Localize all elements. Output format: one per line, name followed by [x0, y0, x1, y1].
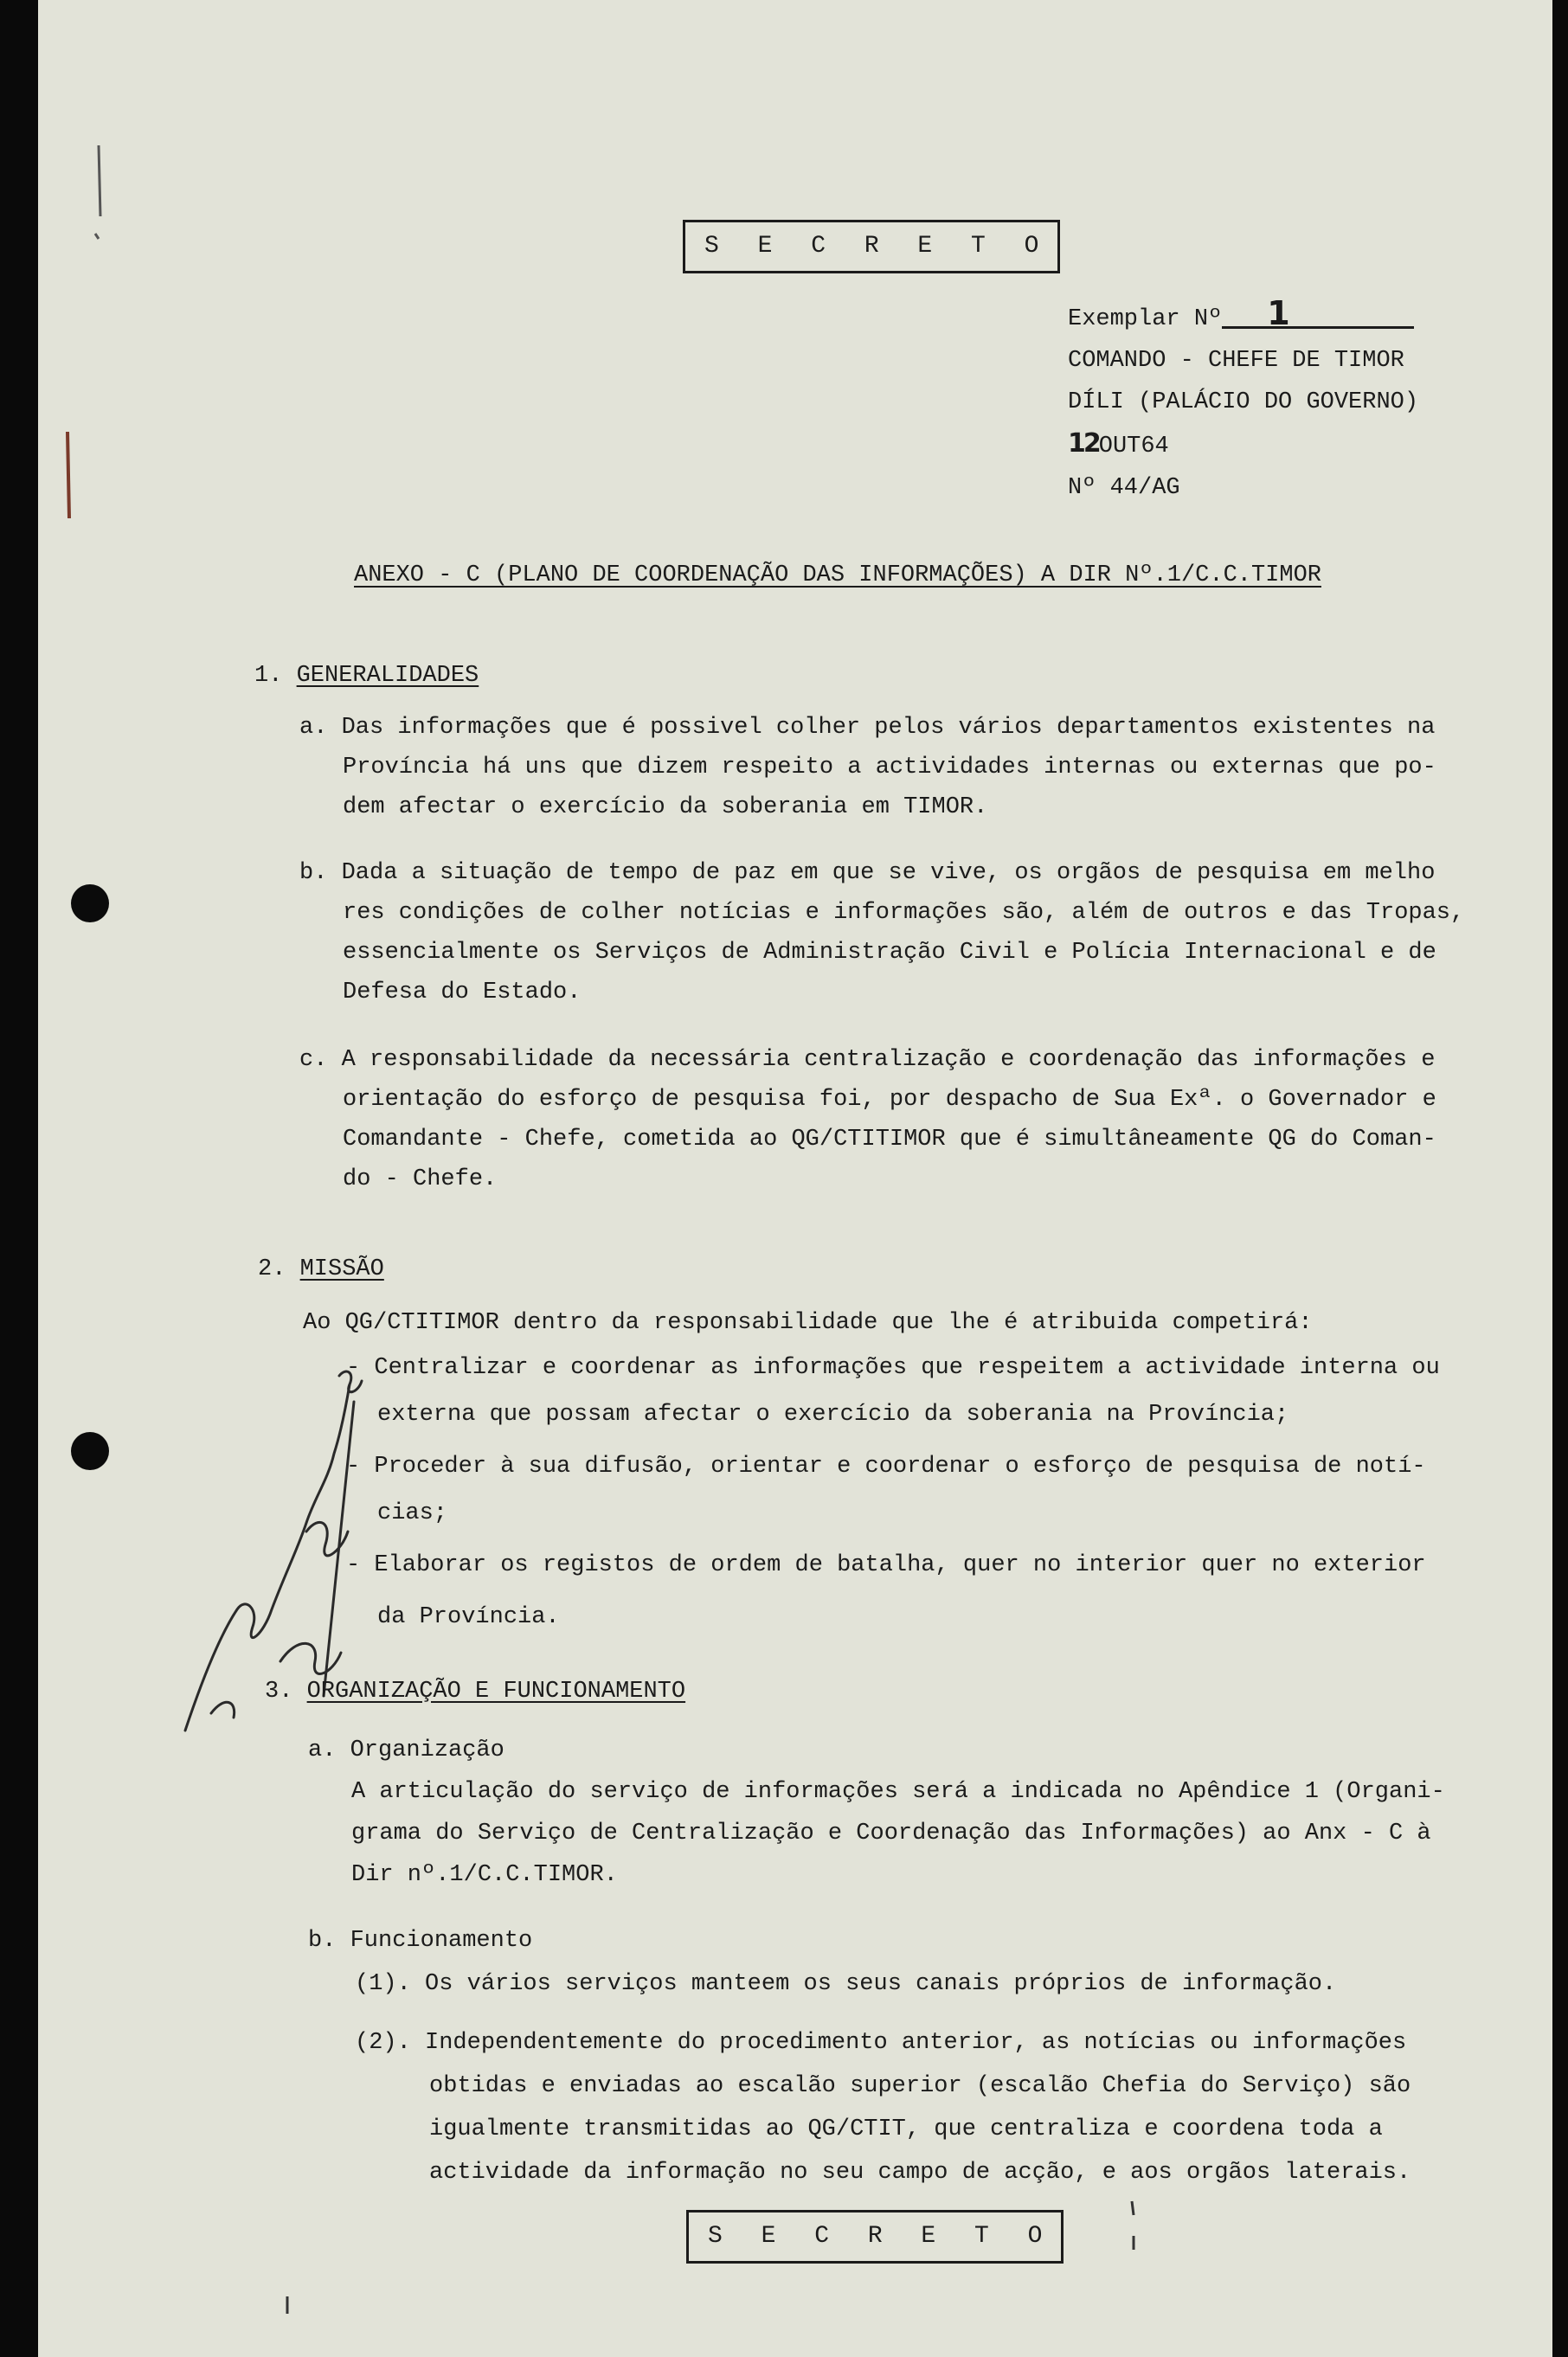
section3-b-item: (2). Independentemente do procedimento anterior, as notícias ou informações — [355, 2030, 1407, 2056]
section1-item-c-line: Comandante - Chefe, cometida ao QG/CTITIMOR que é simultâneamente QG do Coman- — [343, 1127, 1436, 1153]
section2-bullet-line: cias; — [377, 1500, 448, 1526]
copy-number: 1 — [1222, 300, 1414, 329]
classification-label: S E C R E T O — [704, 233, 1051, 260]
margin-mark-bottom — [1125, 2198, 1142, 2258]
date-day: 12 — [1068, 428, 1099, 459]
date-line — [1068, 423, 1418, 467]
secret-stamp-top — [683, 220, 1060, 273]
location-line: DÍLI (PALÁCIO DO GOVERNO) — [1068, 389, 1419, 415]
section3-b-item-line: igualmente transmitidas ao QG/CTIT, que centraliza e coordena toda a — [429, 2116, 1383, 2142]
section3-a-label: a. Organização — [308, 1737, 504, 1763]
section1-item-b-line: res condições de colher notícias e informações são, além de outros e das Tropas, — [343, 900, 1465, 926]
section1-item-c-line: do - Chefe. — [343, 1166, 498, 1192]
section2-bullet-line: externa que possam afectar o exercício da soberania na Província; — [377, 1402, 1289, 1428]
document-page — [38, 0, 1552, 2357]
date-rest: OUT64 — [1098, 434, 1169, 459]
section2-intro: Ao QG/CTITIMOR dentro da responsabilidade que lhe é atribuida competirá: — [303, 1310, 1313, 1336]
section1-item-a: a. Das informações que é possivel colher pelos vários departamentos existentes na — [299, 715, 1436, 741]
section2-bullet: - Elaborar os registos de ordem de batalha, quer no interior quer no exterior — [346, 1552, 1426, 1578]
header-block — [1068, 294, 1419, 509]
section3-b-item-line: actividade da informação no seu campo de acção, e aos orgãos laterais. — [429, 2160, 1411, 2186]
section2-heading-text: MISSÃO — [299, 1256, 384, 1282]
section1-item-b-line: Defesa do Estado. — [343, 979, 582, 1005]
section3-heading: 3. ORGANIZAÇÃO E FUNCIONAMENTO — [265, 1679, 686, 1705]
section3-a-line: A articulação do serviço de informações será a indicada no Apêndice 1 (Organi- — [351, 1779, 1445, 1805]
reference-line: Nº 44/AG — [1068, 475, 1180, 501]
section1-item-b: b. Dada a situação de tempo de paz em que se vive, os orgãos de pesquisa em melho — [299, 860, 1436, 886]
section3-b-label: b. Funcionamento — [308, 1928, 533, 1954]
section1-heading-text: GENERALIDADES — [296, 663, 479, 689]
section1-item-c-line: orientação do esforço de pesquisa foi, por despacho de Sua Exª. o Governador e — [343, 1087, 1436, 1113]
punch-hole-top — [71, 884, 109, 922]
section1-heading: 1. GENERALIDADES — [254, 663, 479, 689]
section2-bullet-line: da Província. — [377, 1604, 560, 1630]
classification-label-bottom: S E C R E T O — [708, 2223, 1055, 2250]
section1-item-a-line: dem afectar o exercício da soberania em TIMOR. — [343, 794, 988, 820]
margin-mark-top — [87, 138, 112, 242]
copy-label: Exemplar Nº — [1068, 306, 1223, 332]
section2-heading: 2. MISSÃO — [258, 1256, 384, 1282]
margin-mark-middle — [61, 428, 78, 523]
section1-item-a-line: Província há uns que dizem respeito a actividades internas ou externas que po- — [343, 755, 1436, 780]
copy-line — [1068, 294, 1418, 340]
secret-stamp-bottom — [686, 2210, 1064, 2264]
punch-hole-bottom — [71, 1432, 109, 1470]
section1-item-b-line: essencialmente os Serviços de Administração Civil e Polícia Internacional e de — [343, 940, 1436, 966]
annex-title: ANEXO - C (PLANO DE COORDENAÇÃO DAS INFORMAÇÕES) A DIR Nº.1/C.C.TIMOR — [354, 562, 1321, 588]
section2-bullet: - Centralizar e coordenar as informações que respeitem a actividade interna ou — [346, 1355, 1440, 1381]
section3-b-item: (1). Os vários serviços manteem os seus canais próprios de informação. — [355, 1971, 1337, 1997]
section3-a-line: grama do Serviço de Centralização e Coordenação das Informações) ao Anx - C à — [351, 1821, 1431, 1846]
section3-b-item-line: obtidas e enviadas ao escalão superior (escalão Chefia do Serviço) são — [429, 2073, 1411, 2099]
section3-heading-text: ORGANIZAÇÃO E FUNCIONAMENTO — [306, 1679, 686, 1705]
section2-bullet: - Proceder à sua difusão, orientar e coordenar o esforço de pesquisa de notí- — [346, 1454, 1426, 1480]
section1-item-c: c. A responsabilidade da necessária centralização e coordenação das informações e — [299, 1047, 1436, 1073]
command-line: COMANDO - CHEFE DE TIMOR — [1068, 348, 1404, 374]
margin-mark-lower-left — [280, 2293, 294, 2319]
section3-a-line: Dir nº.1/C.C.TIMOR. — [351, 1862, 618, 1888]
